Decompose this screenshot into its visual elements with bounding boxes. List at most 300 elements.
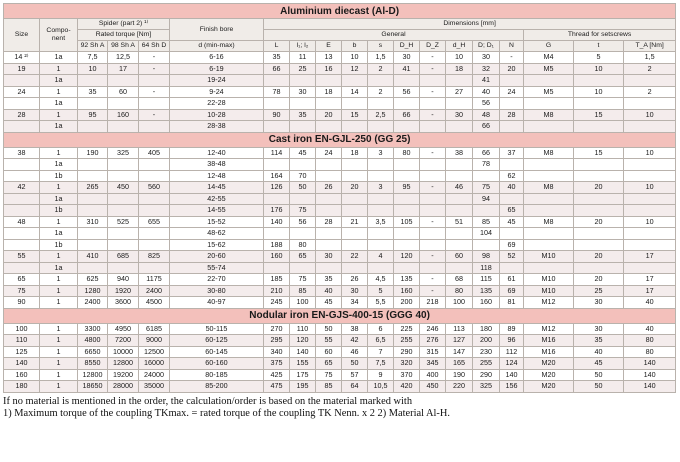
- table-cell: 26: [316, 182, 342, 194]
- table-cell: [524, 159, 574, 171]
- table-cell: 41: [394, 63, 420, 75]
- nodular-iron-rows: [4, 323, 676, 392]
- table-cell: 1b: [40, 239, 78, 251]
- table-cell: [394, 228, 420, 240]
- table-cell: 126: [264, 182, 290, 194]
- table-cell: [524, 262, 574, 274]
- table-cell: [446, 262, 473, 274]
- cast-iron-rows: [4, 147, 676, 308]
- table-cell: 140: [624, 381, 676, 393]
- table-cell: 160: [394, 285, 420, 297]
- table-row: [4, 109, 676, 121]
- table-cell: 15-52: [170, 216, 264, 228]
- table-row: [4, 358, 676, 370]
- table-cell: [420, 262, 446, 274]
- table-cell: 140: [624, 358, 676, 370]
- table-cell: [524, 121, 574, 133]
- table-cell: 48: [4, 216, 40, 228]
- table-cell: [264, 121, 290, 133]
- table-cell: 30: [446, 109, 473, 121]
- table-cell: 6-19: [170, 63, 264, 75]
- table-cell: 46: [446, 182, 473, 194]
- table-cell: 110: [290, 323, 316, 335]
- table-row: [4, 205, 676, 217]
- table-cell: 50-115: [170, 323, 264, 335]
- table-cell: 20: [574, 216, 624, 228]
- header-E: E: [316, 41, 342, 52]
- table-cell: 10: [574, 86, 624, 98]
- table-cell: [342, 228, 368, 240]
- table-cell: 75: [473, 182, 500, 194]
- table-cell: 450: [420, 381, 446, 393]
- table-cell: 164: [264, 170, 290, 182]
- table-cell: 20-60: [170, 251, 264, 263]
- table-cell: [624, 239, 676, 251]
- table-cell: [524, 98, 574, 110]
- header-N: N: [500, 41, 524, 52]
- table-cell: 8550: [78, 358, 108, 370]
- header-spider: Spider (part 2) ¹⁾: [78, 19, 170, 30]
- table-cell: 60: [316, 346, 342, 358]
- table-cell: [316, 98, 342, 110]
- table-cell: [316, 228, 342, 240]
- table-cell: 22: [342, 251, 368, 263]
- table-cell: 112: [500, 346, 524, 358]
- table-cell: [342, 262, 368, 274]
- table-cell: 50: [342, 358, 368, 370]
- table-cell: 1175: [139, 274, 170, 286]
- header-DD1: D; D₁: [473, 41, 500, 52]
- header-dimensions: Dimensions [mm]: [264, 19, 676, 30]
- table-cell: 1b: [40, 170, 78, 182]
- table-cell: 140: [624, 369, 676, 381]
- table-cell: 6: [368, 323, 394, 335]
- table-cell: [574, 121, 624, 133]
- table-cell: -: [420, 216, 446, 228]
- table-cell: [139, 239, 170, 251]
- table-cell: 46: [342, 346, 368, 358]
- table-cell: 10: [624, 109, 676, 121]
- table-row: [4, 251, 676, 263]
- table-cell: 28-38: [170, 121, 264, 133]
- table-cell: [420, 170, 446, 182]
- table-cell: M5: [524, 86, 574, 98]
- table-row: [4, 147, 676, 159]
- table-cell: 45: [290, 147, 316, 159]
- table-cell: [624, 75, 676, 87]
- table-cell: 190: [78, 147, 108, 159]
- table-cell: 120: [290, 335, 316, 347]
- table-cell: -: [139, 86, 170, 98]
- table-row: [4, 75, 676, 87]
- table-cell: 290: [394, 346, 420, 358]
- table-cell: 41: [473, 75, 500, 87]
- header-DZ: D_Z: [420, 41, 446, 52]
- table-cell: [500, 228, 524, 240]
- table-cell: [78, 262, 108, 274]
- table-cell: 200: [473, 335, 500, 347]
- table-cell: 24: [4, 86, 40, 98]
- table-cell: 51: [446, 216, 473, 228]
- table-cell: 78: [264, 86, 290, 98]
- table-cell: [394, 98, 420, 110]
- table-cell: -: [500, 52, 524, 64]
- table-row: [4, 369, 676, 381]
- table-cell: [473, 239, 500, 251]
- table-row: [4, 193, 676, 205]
- table-cell: [624, 193, 676, 205]
- table-cell: 7,5: [368, 358, 394, 370]
- table-cell: 14 ²⁾: [4, 52, 40, 64]
- table-cell: 13: [316, 52, 342, 64]
- table-cell: [473, 205, 500, 217]
- table-cell: [342, 121, 368, 133]
- table-cell: 1a: [40, 121, 78, 133]
- table-cell: -: [139, 52, 170, 64]
- table-cell: 400: [420, 369, 446, 381]
- table-cell: 135: [394, 274, 420, 286]
- table-cell: [316, 193, 342, 205]
- footnote-default-material: If no material is mentioned in the order, the calculation/order is based on the material marked with: [3, 395, 413, 407]
- table-cell: [446, 228, 473, 240]
- table-cell: [108, 75, 139, 87]
- table-cell: 10: [574, 63, 624, 75]
- table-cell: 30: [394, 52, 420, 64]
- table-cell: 2,5: [368, 109, 394, 121]
- table-cell: 55-74: [170, 262, 264, 274]
- table-cell: 24: [500, 86, 524, 98]
- table-cell: 11: [290, 52, 316, 64]
- table-cell: [78, 239, 108, 251]
- table-cell: [394, 205, 420, 217]
- table-cell: 30-80: [170, 285, 264, 297]
- table-cell: 940: [108, 274, 139, 286]
- table-cell: M16: [524, 335, 574, 347]
- table-cell: 9: [368, 369, 394, 381]
- header-TA: T_A [Nm]: [624, 41, 676, 52]
- table-cell: 35: [264, 52, 290, 64]
- table-cell: 17: [624, 251, 676, 263]
- table-cell: [4, 205, 40, 217]
- table-cell: [500, 75, 524, 87]
- table-cell: 255: [473, 358, 500, 370]
- table-cell: [4, 193, 40, 205]
- table-cell: -: [420, 52, 446, 64]
- table-cell: 21: [342, 216, 368, 228]
- table-cell: [108, 205, 139, 217]
- table-row: [4, 86, 676, 98]
- table-row: [4, 159, 676, 171]
- table-cell: -: [420, 109, 446, 121]
- table-cell: [108, 239, 139, 251]
- table-cell: [524, 239, 574, 251]
- header-s: s: [368, 41, 394, 52]
- table-cell: 1: [40, 274, 78, 286]
- section-title-aluminium: Aluminium diecast (Al-D): [4, 4, 676, 19]
- table-cell: 1: [40, 346, 78, 358]
- table-cell: [524, 205, 574, 217]
- table-cell: 9000: [139, 335, 170, 347]
- table-cell: [264, 262, 290, 274]
- table-cell: 19200: [108, 369, 139, 381]
- footnotes: [3, 396, 675, 421]
- table-cell: [78, 159, 108, 171]
- table-cell: 66: [473, 121, 500, 133]
- table-cell: [342, 239, 368, 251]
- table-cell: 12500: [139, 346, 170, 358]
- table-cell: 195: [290, 381, 316, 393]
- table-cell: M8: [524, 182, 574, 194]
- table-cell: 14-45: [170, 182, 264, 194]
- table-cell: 124: [500, 358, 524, 370]
- table-cell: 80: [290, 239, 316, 251]
- table-cell: 42: [4, 182, 40, 194]
- table-cell: [394, 121, 420, 133]
- table-cell: 56: [394, 86, 420, 98]
- table-cell: 15-62: [170, 239, 264, 251]
- header-b: b: [342, 41, 368, 52]
- table-cell: -: [139, 63, 170, 75]
- table-cell: 37: [500, 147, 524, 159]
- table-cell: 40: [473, 86, 500, 98]
- table-cell: [290, 159, 316, 171]
- table-cell: [316, 159, 342, 171]
- table-cell: [342, 159, 368, 171]
- table-cell: [342, 205, 368, 217]
- table-cell: M8: [524, 216, 574, 228]
- table-cell: 5,5: [368, 297, 394, 309]
- table-cell: 6-16: [170, 52, 264, 64]
- table-row: [4, 323, 676, 335]
- section-title-nodular-iron: Nodular iron EN-GJS-400-15 (GGG 40): [4, 308, 676, 323]
- table-cell: [446, 159, 473, 171]
- table-cell: 1: [40, 182, 78, 194]
- table-cell: 19: [4, 63, 40, 75]
- table-cell: 15: [342, 109, 368, 121]
- table-cell: 65: [500, 205, 524, 217]
- table-cell: [524, 193, 574, 205]
- table-cell: 1: [40, 216, 78, 228]
- table-cell: [78, 75, 108, 87]
- table-cell: 270: [264, 323, 290, 335]
- table-cell: [446, 205, 473, 217]
- table-cell: 68: [446, 274, 473, 286]
- table-cell: 56: [290, 216, 316, 228]
- table-cell: [78, 121, 108, 133]
- table-cell: [290, 193, 316, 205]
- table-cell: 4: [368, 251, 394, 263]
- table-cell: 62: [500, 170, 524, 182]
- table-cell: [574, 193, 624, 205]
- table-row: [4, 170, 676, 182]
- table-cell: 2400: [139, 285, 170, 297]
- table-cell: 100: [4, 323, 40, 335]
- table-cell: 24000: [139, 369, 170, 381]
- table-cell: 1a: [40, 262, 78, 274]
- table-cell: 6,5: [368, 335, 394, 347]
- table-cell: 200: [394, 297, 420, 309]
- table-cell: [316, 205, 342, 217]
- table-cell: 60: [446, 251, 473, 263]
- table-cell: 78: [473, 159, 500, 171]
- table-cell: 475: [264, 381, 290, 393]
- table-cell: 12800: [78, 369, 108, 381]
- table-cell: 113: [446, 323, 473, 335]
- table-cell: 1a: [40, 228, 78, 240]
- table-cell: 165: [446, 358, 473, 370]
- table-cell: 1: [40, 285, 78, 297]
- table-cell: 10-28: [170, 109, 264, 121]
- table-cell: 61: [500, 274, 524, 286]
- table-cell: 18: [446, 63, 473, 75]
- table-cell: [108, 228, 139, 240]
- table-row: [4, 228, 676, 240]
- table-cell: [368, 193, 394, 205]
- table-cell: 110: [4, 335, 40, 347]
- table-cell: [108, 98, 139, 110]
- table-cell: [368, 170, 394, 182]
- table-cell: [446, 75, 473, 87]
- table-cell: 1a: [40, 75, 78, 87]
- table-cell: 52: [500, 251, 524, 263]
- table-cell: 1: [40, 358, 78, 370]
- table-cell: [394, 193, 420, 205]
- table-cell: [139, 205, 170, 217]
- table-cell: 9-24: [170, 86, 264, 98]
- table-cell: 1: [40, 86, 78, 98]
- table-cell: [446, 121, 473, 133]
- table-cell: 45: [574, 358, 624, 370]
- table-cell: [394, 75, 420, 87]
- table-cell: 27: [446, 86, 473, 98]
- table-cell: 325: [108, 147, 139, 159]
- table-cell: 38: [4, 147, 40, 159]
- table-cell: 30: [316, 251, 342, 263]
- table-cell: 1: [40, 323, 78, 335]
- table-cell: [500, 159, 524, 171]
- table-cell: -: [420, 182, 446, 194]
- table-cell: 160: [473, 297, 500, 309]
- table-cell: [4, 159, 40, 171]
- header-L: L: [264, 41, 290, 52]
- table-cell: 60-125: [170, 335, 264, 347]
- table-cell: 655: [139, 216, 170, 228]
- table-cell: 20: [574, 274, 624, 286]
- table-row: [4, 262, 676, 274]
- table-cell: 90: [264, 109, 290, 121]
- table-cell: [290, 262, 316, 274]
- table-cell: 35: [316, 274, 342, 286]
- table-cell: 18650: [78, 381, 108, 393]
- table-row: [4, 239, 676, 251]
- table-cell: [290, 75, 316, 87]
- section-title-cast-iron: Cast iron EN-GJL-250 (GG 25): [4, 132, 676, 147]
- table-cell: M8: [524, 109, 574, 121]
- table-cell: 175: [290, 369, 316, 381]
- table-cell: 6185: [139, 323, 170, 335]
- table-cell: 1,5: [624, 52, 676, 64]
- header-l1l2: l₁; l₂: [290, 41, 316, 52]
- table-cell: 114: [264, 147, 290, 159]
- table-cell: 3: [368, 182, 394, 194]
- table-cell: 255: [394, 335, 420, 347]
- table-cell: 1: [40, 63, 78, 75]
- table-cell: 85: [316, 381, 342, 393]
- table-cell: [4, 98, 40, 110]
- table-cell: [574, 75, 624, 87]
- table-cell: 75: [316, 369, 342, 381]
- table-cell: 80-185: [170, 369, 264, 381]
- table-cell: 64: [342, 381, 368, 393]
- header-64shd: 64 Sh D: [139, 41, 170, 52]
- table-cell: 75: [290, 205, 316, 217]
- table-cell: 1a: [40, 159, 78, 171]
- table-cell: [394, 239, 420, 251]
- table-cell: [420, 121, 446, 133]
- table-cell: [264, 193, 290, 205]
- table-cell: 127: [446, 335, 473, 347]
- table-cell: 65: [4, 274, 40, 286]
- table-cell: [368, 262, 394, 274]
- table-cell: [368, 159, 394, 171]
- table-cell: 38: [342, 323, 368, 335]
- header-DH: D_H: [394, 41, 420, 52]
- table-cell: 3: [368, 147, 394, 159]
- table-cell: [290, 228, 316, 240]
- table-cell: 1: [40, 297, 78, 309]
- table-cell: 7,5: [78, 52, 108, 64]
- table-cell: [139, 98, 170, 110]
- table-row: [4, 182, 676, 194]
- table-cell: [316, 121, 342, 133]
- table-cell: [139, 262, 170, 274]
- table-cell: -: [420, 63, 446, 75]
- header-thread: Thread for setscrews: [524, 30, 676, 41]
- header-rated-torque: Rated torque [Nm]: [78, 30, 170, 41]
- aluminium-rows: [4, 52, 676, 133]
- table-cell: 80: [446, 285, 473, 297]
- table-cell: [500, 121, 524, 133]
- table-cell: 100: [290, 297, 316, 309]
- table-cell: 375: [264, 358, 290, 370]
- table-cell: 20: [574, 251, 624, 263]
- table-cell: M4: [524, 52, 574, 64]
- table-cell: 50: [290, 182, 316, 194]
- table-cell: 30: [290, 86, 316, 98]
- table-cell: -: [420, 251, 446, 263]
- table-cell: 5: [574, 52, 624, 64]
- table-cell: 17: [624, 274, 676, 286]
- table-cell: [574, 239, 624, 251]
- table-cell: 40: [624, 323, 676, 335]
- table-cell: -: [420, 147, 446, 159]
- table-cell: 50: [574, 381, 624, 393]
- table-cell: M12: [524, 297, 574, 309]
- table-cell: 310: [78, 216, 108, 228]
- table-cell: [624, 228, 676, 240]
- table-cell: [394, 170, 420, 182]
- table-cell: 218: [420, 297, 446, 309]
- table-cell: 55: [4, 251, 40, 263]
- table-cell: M10: [524, 251, 574, 263]
- table-cell: 140: [4, 358, 40, 370]
- table-cell: 28: [4, 109, 40, 121]
- table-cell: 160: [4, 369, 40, 381]
- table-cell: 50: [574, 369, 624, 381]
- table-cell: [342, 170, 368, 182]
- table-cell: [78, 170, 108, 182]
- table-cell: 16000: [139, 358, 170, 370]
